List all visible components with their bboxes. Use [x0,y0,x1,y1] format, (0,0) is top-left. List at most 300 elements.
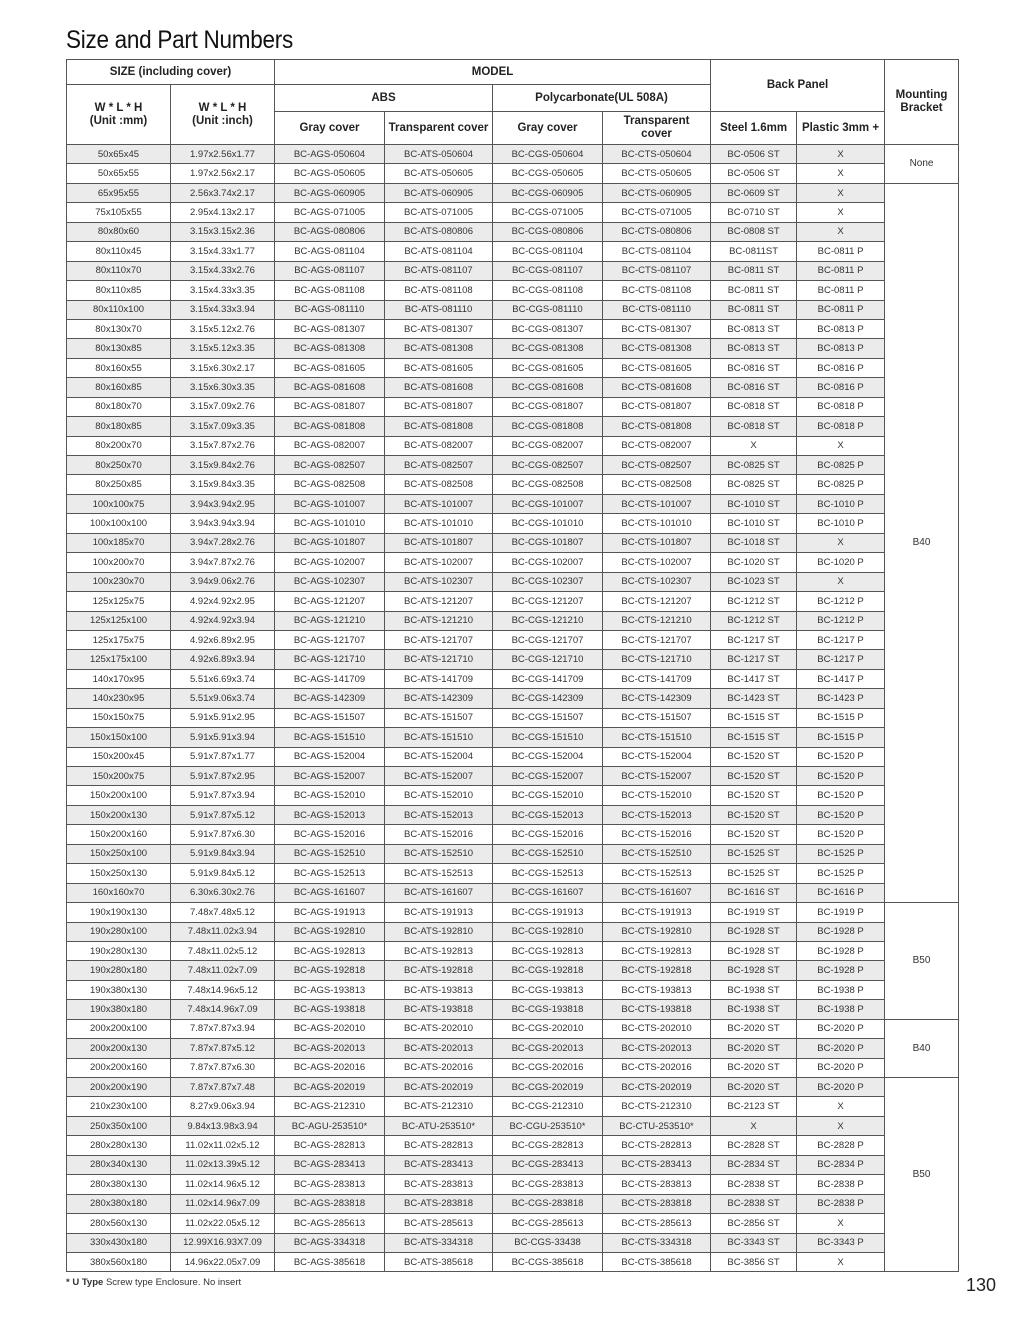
plastic-panel-cell: BC-1525 P [797,844,885,863]
size-inch-cell: 8.27x9.06x3.94 [171,1097,275,1116]
abs-transparent-cover-cell: BC-ATS-161607 [385,883,493,902]
steel-panel-cell: BC-1217 ST [711,650,797,669]
pc-gray-cover-cell: BC-CGS-283813 [493,1175,603,1194]
pc-transparent-cover-cell: BC-CTS-193818 [603,1000,711,1019]
size-inch-cell: 11.02x13.39x5.12 [171,1155,275,1174]
pc-gray-cover-cell: BC-CGS-081107 [493,261,603,280]
pc-gray-cover-header: Gray cover [493,112,603,145]
pc-transparent-cover-cell: BC-CTS-193813 [603,980,711,999]
abs-gray-cover-cell: BC-AGS-142309 [275,689,385,708]
abs-transparent-cover-cell: BC-ATS-050604 [385,145,493,164]
table-row [67,203,959,222]
pc-transparent-cover-cell: BC-CTS-082508 [603,475,711,494]
size-mm-cell: 80x180x70 [67,397,171,416]
size-mm-cell: 80x250x70 [67,456,171,475]
abs-transparent-cover-cell: BC-ATS-121707 [385,630,493,649]
abs-gray-cover-cell: BC-AGS-101010 [275,514,385,533]
pc-transparent-cover-cell: BC-CTS-082007 [603,436,711,455]
abs-transparent-cover-cell: BC-ATS-152013 [385,805,493,824]
size-inch-cell: 4.92x6.89x3.94 [171,650,275,669]
pc-gray-cover-cell: BC-CGS-071005 [493,203,603,222]
size-mm-cell: 280x560x130 [67,1214,171,1233]
pc-transparent-cover-cell: BC-CTS-152010 [603,786,711,805]
steel-panel-cell: BC-0506 ST [711,145,797,164]
plastic-panel-cell: BC-2838 P [797,1175,885,1194]
pc-transparent-cover-cell: BC-CTS-081807 [603,397,711,416]
abs-transparent-cover-cell: BC-ATS-285613 [385,1214,493,1233]
abs-gray-cover-cell: BC-AGS-102307 [275,572,385,591]
table-row [67,961,959,980]
steel-panel-cell: BC-1212 ST [711,611,797,630]
steel-panel-cell: BC-1928 ST [711,961,797,980]
abs-transparent-cover-cell: BC-ATS-101010 [385,514,493,533]
table-row [67,456,959,475]
table-body [67,145,959,1272]
plastic-panel-cell: X [797,203,885,222]
table-row [67,844,959,863]
table-row [67,1233,959,1252]
size-mm-cell: 80x110x85 [67,281,171,300]
steel-panel-cell: BC-0710 ST [711,203,797,222]
size-mm-cell: 280x380x130 [67,1175,171,1194]
size-inch-cell: 14.96x22.05x7.09 [171,1252,275,1271]
plastic-panel-cell: X [797,183,885,202]
mounting-bracket-cell: B40 [885,183,959,902]
steel-panel-cell: BC-1212 ST [711,592,797,611]
size-inch-cell: 7.87x7.87x3.94 [171,1019,275,1038]
size-mm-cell: 80x200x70 [67,436,171,455]
table-row [67,805,959,824]
table-row [67,728,959,747]
pc-transparent-cover-cell: BC-CTS-081605 [603,358,711,377]
abs-gray-cover-cell: BC-AGS-081110 [275,300,385,319]
size-inch-cell: 7.87x7.87x7.48 [171,1078,275,1097]
pc-transparent-cover-cell: BC-CTS-080806 [603,222,711,241]
steel-panel-cell: BC-2834 ST [711,1155,797,1174]
steel-panel-cell: BC-0808 ST [711,222,797,241]
polycarbonate-header: Polycarbonate(UL 508A) [493,85,711,112]
pc-transparent-cover-cell: BC-CTS-101007 [603,494,711,513]
table-row [67,1214,959,1233]
size-mm-cell: 190x280x180 [67,961,171,980]
size-inch-cell: 5.91x7.87x1.77 [171,747,275,766]
table-row [67,436,959,455]
abs-transparent-cover-cell: BC-ATS-152010 [385,786,493,805]
table-row [67,864,959,883]
abs-transparent-cover-cell: BC-ATS-152513 [385,864,493,883]
pc-gray-cover-cell: BC-CGS-33438 [493,1233,603,1252]
abs-gray-cover-cell: BC-AGS-082508 [275,475,385,494]
size-mm-cell: 80x80x60 [67,222,171,241]
plastic-header: Plastic 3mm + [797,112,885,145]
plastic-panel-cell: BC-0813 P [797,319,885,338]
abs-gray-cover-cell: BC-AGS-334318 [275,1233,385,1252]
inch-header: W * L * H (Unit :inch) [171,85,275,145]
pc-transparent-cover-cell: BC-CTU-253510* [603,1116,711,1135]
pc-transparent-cover-cell: BC-CTS-202013 [603,1039,711,1058]
plastic-panel-cell: BC-1525 P [797,864,885,883]
size-inch-cell: 3.94x9.06x2.76 [171,572,275,591]
steel-panel-cell: BC-1010 ST [711,494,797,513]
abs-transparent-cover-cell: BC-ATS-191913 [385,903,493,922]
abs-gray-cover-cell: BC-AGS-191913 [275,903,385,922]
part-number-table [66,59,959,1272]
plastic-panel-cell: X [797,1116,885,1135]
pc-transparent-cover-header: Transparent cover [603,112,711,145]
size-header: SIZE (including cover) [67,60,275,85]
table-row [67,164,959,183]
size-inch-cell: 3.15x4.33x1.77 [171,242,275,261]
table-row [67,319,959,338]
table-row [67,1078,959,1097]
size-mm-cell: 80x180x85 [67,417,171,436]
plastic-panel-cell: BC-1928 P [797,922,885,941]
table-row [67,494,959,513]
plastic-panel-cell: BC-3343 P [797,1233,885,1252]
table-row [67,786,959,805]
size-inch-cell: 5.91x5.91x3.94 [171,728,275,747]
pc-transparent-cover-cell: BC-CTS-192813 [603,941,711,960]
pc-transparent-cover-cell: BC-CTS-202019 [603,1078,711,1097]
abs-gray-cover-cell: BC-AGS-152513 [275,864,385,883]
steel-panel-cell: BC-1423 ST [711,689,797,708]
plastic-panel-cell: BC-2020 P [797,1039,885,1058]
steel-panel-cell: BC-0609 ST [711,183,797,202]
steel-panel-cell: BC-0818 ST [711,417,797,436]
abs-gray-cover-cell: BC-AGS-192818 [275,961,385,980]
size-mm-cell: 50x65x45 [67,145,171,164]
pc-transparent-cover-cell: BC-CTS-121210 [603,611,711,630]
abs-transparent-cover-cell: BC-ATS-152510 [385,844,493,863]
pc-gray-cover-cell: BC-CGS-121710 [493,650,603,669]
size-inch-cell: 7.48x11.02x3.94 [171,922,275,941]
size-inch-cell: 5.91x9.84x3.94 [171,844,275,863]
abs-transparent-cover-cell: BC-ATS-202019 [385,1078,493,1097]
abs-transparent-cover-cell: BC-ATS-212310 [385,1097,493,1116]
plastic-panel-cell: X [797,1097,885,1116]
pc-transparent-cover-cell: BC-CTS-060905 [603,183,711,202]
steel-panel-cell: BC-2838 ST [711,1194,797,1213]
size-mm-cell: 200x200x130 [67,1039,171,1058]
pc-transparent-cover-cell: BC-CTS-283413 [603,1155,711,1174]
pc-transparent-cover-cell: BC-CTS-151507 [603,708,711,727]
steel-panel-cell: BC-1515 ST [711,708,797,727]
plastic-panel-cell: BC-1010 P [797,494,885,513]
abs-gray-cover-cell: BC-AGS-152013 [275,805,385,824]
table-row [67,630,959,649]
plastic-panel-cell: BC-1423 P [797,689,885,708]
size-mm-cell: 125x175x100 [67,650,171,669]
footnote-text: Screw type Enclosure. No insert [103,1277,242,1288]
size-inch-cell: 3.15x9.84x2.76 [171,456,275,475]
size-inch-cell: 9.84x13.98x3.94 [171,1116,275,1135]
pc-transparent-cover-cell: BC-CTS-152013 [603,805,711,824]
size-mm-cell: 200x200x100 [67,1019,171,1038]
abs-gray-cover-cell: BC-AGS-060905 [275,183,385,202]
steel-panel-cell: BC-1938 ST [711,980,797,999]
pc-gray-cover-cell: BC-CGS-102307 [493,572,603,591]
size-mm-cell: 140x170x95 [67,669,171,688]
table-row [67,300,959,319]
pc-gray-cover-cell: BC-CGS-152013 [493,805,603,824]
table-row [67,922,959,941]
size-mm-cell: 150x200x45 [67,747,171,766]
table-row [67,378,959,397]
plastic-panel-cell: BC-1010 P [797,514,885,533]
table-row [67,281,959,300]
steel-panel-cell: BC-0813 ST [711,339,797,358]
abs-transparent-cover-cell: BC-ATS-121710 [385,650,493,669]
size-inch-cell: 5.91x5.91x2.95 [171,708,275,727]
size-inch-cell: 3.15x4.33x3.35 [171,281,275,300]
abs-gray-cover-cell: BC-AGS-081307 [275,319,385,338]
back-panel-header: Back Panel [711,60,885,112]
size-inch-cell: 5.51x9.06x3.74 [171,689,275,708]
plastic-panel-cell: X [797,572,885,591]
abs-gray-cover-cell: BC-AGS-071005 [275,203,385,222]
pc-gray-cover-cell: BC-CGS-101010 [493,514,603,533]
size-mm-cell: 150x200x160 [67,825,171,844]
size-inch-cell: 3.15x5.12x2.76 [171,319,275,338]
pc-transparent-cover-cell: BC-CTS-081608 [603,378,711,397]
pc-transparent-cover-cell: BC-CTS-081308 [603,339,711,358]
mounting-bracket-cell: B50 [885,1078,959,1272]
size-inch-cell: 5.91x7.87x6.30 [171,825,275,844]
plastic-panel-cell: BC-0811 P [797,300,885,319]
pc-transparent-cover-cell: BC-CTS-282813 [603,1136,711,1155]
steel-panel-cell: BC-1520 ST [711,747,797,766]
abs-transparent-cover-cell: BC-ATS-334318 [385,1233,493,1252]
pc-transparent-cover-cell: BC-CTS-081808 [603,417,711,436]
pc-gray-cover-cell: BC-CGS-060905 [493,183,603,202]
pc-gray-cover-cell: BC-CGS-081808 [493,417,603,436]
plastic-panel-cell: BC-1515 P [797,708,885,727]
table-row [67,747,959,766]
plastic-panel-cell: BC-0818 P [797,417,885,436]
abs-gray-cover-cell: BC-AGS-101007 [275,494,385,513]
pc-gray-cover-cell: BC-CGS-282813 [493,1136,603,1155]
pc-transparent-cover-cell: BC-CTS-385618 [603,1252,711,1271]
pc-transparent-cover-cell: BC-CTS-152510 [603,844,711,863]
pc-gray-cover-cell: BC-CGS-082507 [493,456,603,475]
steel-panel-cell: BC-2020 ST [711,1058,797,1077]
abs-gray-cover-cell: BC-AGS-202016 [275,1058,385,1077]
size-inch-cell: 7.48x14.96x5.12 [171,980,275,999]
abs-gray-cover-cell: BC-AGS-282813 [275,1136,385,1155]
abs-gray-cover-cell: BC-AGS-193818 [275,1000,385,1019]
pc-gray-cover-cell: BC-CGS-192810 [493,922,603,941]
pc-gray-cover-cell: BC-CGS-202010 [493,1019,603,1038]
abs-gray-cover-cell: BC-AGS-081108 [275,281,385,300]
abs-gray-cover-header: Gray cover [275,112,385,145]
pc-gray-cover-cell: BC-CGS-082007 [493,436,603,455]
steel-panel-cell: BC-1520 ST [711,786,797,805]
table-row [67,145,959,164]
size-inch-cell: 3.15x4.33x3.94 [171,300,275,319]
abs-transparent-cover-cell: BC-ATS-081807 [385,397,493,416]
table-row [67,689,959,708]
abs-gray-cover-cell: BC-AGS-152010 [275,786,385,805]
plastic-panel-cell: BC-2838 P [797,1194,885,1213]
plastic-panel-cell: BC-1520 P [797,805,885,824]
plastic-panel-cell: BC-1616 P [797,883,885,902]
table-row [67,1175,959,1194]
abs-transparent-cover-cell: BC-ATS-283813 [385,1175,493,1194]
abs-gray-cover-cell: BC-AGS-101807 [275,533,385,552]
size-mm-cell: 80x110x100 [67,300,171,319]
steel-panel-cell: BC-1417 ST [711,669,797,688]
pc-transparent-cover-cell: BC-CTS-101010 [603,514,711,533]
abs-gray-cover-cell: BC-AGS-081808 [275,417,385,436]
abs-gray-cover-cell: BC-AGS-152007 [275,767,385,786]
pc-gray-cover-cell: BC-CGS-050604 [493,145,603,164]
size-mm-cell: 280x280x130 [67,1136,171,1155]
size-inch-cell: 1.97x2.56x2.17 [171,164,275,183]
abs-transparent-cover-cell: BC-ATS-081307 [385,319,493,338]
abs-transparent-cover-cell: BC-ATS-101807 [385,533,493,552]
abs-gray-cover-cell: BC-AGS-081104 [275,242,385,261]
size-mm-cell: 190x380x180 [67,1000,171,1019]
pc-gray-cover-cell: BC-CGS-081104 [493,242,603,261]
plastic-panel-cell: BC-2828 P [797,1136,885,1155]
plastic-panel-cell: BC-2834 P [797,1155,885,1174]
plastic-panel-cell: BC-1520 P [797,825,885,844]
plastic-panel-cell: BC-1928 P [797,941,885,960]
abs-transparent-cover-cell: BC-ATS-081104 [385,242,493,261]
steel-header: Steel 1.6mm [711,112,797,145]
pc-transparent-cover-cell: BC-CTS-102307 [603,572,711,591]
table-row [67,592,959,611]
abs-transparent-cover-cell: BC-ATU-253510* [385,1116,493,1135]
steel-panel-cell: BC-1515 ST [711,728,797,747]
plastic-panel-cell: BC-1417 P [797,669,885,688]
size-inch-cell: 3.15x6.30x2.17 [171,358,275,377]
abs-gray-cover-cell: BC-AGS-212310 [275,1097,385,1116]
steel-panel-cell: BC-1938 ST [711,1000,797,1019]
size-mm-cell: 150x200x75 [67,767,171,786]
pc-gray-cover-cell: BC-CGS-101007 [493,494,603,513]
size-inch-cell: 3.15x7.87x2.76 [171,436,275,455]
abs-gray-cover-cell: BC-AGS-081605 [275,358,385,377]
steel-panel-cell: BC-1525 ST [711,844,797,863]
steel-panel-cell: BC-1217 ST [711,630,797,649]
pc-gray-cover-cell: BC-CGS-101807 [493,533,603,552]
size-mm-cell: 100x100x100 [67,514,171,533]
pc-gray-cover-cell: BC-CGS-121207 [493,592,603,611]
size-mm-cell: 50x65x55 [67,164,171,183]
pc-transparent-cover-cell: BC-CTS-101807 [603,533,711,552]
pc-gray-cover-cell: BC-CGS-082508 [493,475,603,494]
abs-transparent-cover-cell: BC-ATS-081308 [385,339,493,358]
plastic-panel-cell: BC-1212 P [797,592,885,611]
abs-gray-cover-cell: BC-AGS-151507 [275,708,385,727]
size-mm-cell: 80x130x70 [67,319,171,338]
size-mm-cell: 125x125x75 [67,592,171,611]
pc-transparent-cover-cell: BC-CTS-121707 [603,630,711,649]
plastic-panel-cell: BC-1217 P [797,650,885,669]
pc-gray-cover-cell: BC-CGS-121210 [493,611,603,630]
plastic-panel-cell: X [797,1214,885,1233]
table-row [67,980,959,999]
pc-transparent-cover-cell: BC-CTS-152016 [603,825,711,844]
size-inch-cell: 3.94x3.94x2.95 [171,494,275,513]
pc-transparent-cover-cell: BC-CTS-283818 [603,1194,711,1213]
size-inch-cell: 4.92x4.92x3.94 [171,611,275,630]
pc-gray-cover-cell: BC-CGS-050605 [493,164,603,183]
abs-transparent-cover-cell: BC-ATS-202013 [385,1039,493,1058]
plastic-panel-cell: BC-1938 P [797,980,885,999]
abs-transparent-cover-cell: BC-ATS-283413 [385,1155,493,1174]
abs-gray-cover-cell: BC-AGS-202019 [275,1078,385,1097]
abs-transparent-cover-cell: BC-ATS-102007 [385,553,493,572]
pc-gray-cover-cell: BC-CGS-283818 [493,1194,603,1213]
table-row [67,1039,959,1058]
pc-gray-cover-cell: BC-CGS-081605 [493,358,603,377]
table-row [67,1019,959,1038]
size-inch-cell: 5.91x7.87x2.95 [171,767,275,786]
plastic-panel-cell: BC-1217 P [797,630,885,649]
abs-transparent-cover-cell: BC-ATS-193813 [385,980,493,999]
pc-gray-cover-cell: BC-CGS-081308 [493,339,603,358]
abs-transparent-cover-cell: BC-ATS-121210 [385,611,493,630]
steel-panel-cell: X [711,436,797,455]
pc-gray-cover-cell: BC-CGS-081108 [493,281,603,300]
pc-gray-cover-cell: BC-CGS-202013 [493,1039,603,1058]
table-row [67,1252,959,1271]
steel-panel-cell: BC-0811ST [711,242,797,261]
abs-gray-cover-cell: BC-AGS-283413 [275,1155,385,1174]
abs-transparent-cover-cell: BC-ATS-385618 [385,1252,493,1271]
abs-gray-cover-cell: BC-AGS-121707 [275,630,385,649]
size-mm-cell: 380x560x180 [67,1252,171,1271]
steel-panel-cell: BC-1020 ST [711,553,797,572]
size-mm-cell: 100x200x70 [67,553,171,572]
size-mm-cell: 150x250x130 [67,864,171,883]
size-inch-cell: 12.99X16.93X7.09 [171,1233,275,1252]
plastic-panel-cell: BC-0818 P [797,397,885,416]
table-row [67,475,959,494]
pc-transparent-cover-cell: BC-CTS-285613 [603,1214,711,1233]
table-row [67,1155,959,1174]
size-inch-cell: 3.94x3.94x3.94 [171,514,275,533]
size-inch-cell: 3.15x5.12x3.35 [171,339,275,358]
size-inch-cell: 3.15x7.09x2.76 [171,397,275,416]
abs-gray-cover-cell: BC-AGS-151510 [275,728,385,747]
mounting-bracket-cell: None [885,145,959,184]
abs-transparent-cover-cell: BC-ATS-050605 [385,164,493,183]
steel-panel-cell: BC-0825 ST [711,475,797,494]
table-row [67,767,959,786]
pc-transparent-cover-cell: BC-CTS-161607 [603,883,711,902]
pc-gray-cover-cell: BC-CGS-193818 [493,1000,603,1019]
table-row [67,339,959,358]
abs-gray-cover-cell: BC-AGS-082007 [275,436,385,455]
size-inch-cell: 7.48x14.96x7.09 [171,1000,275,1019]
pc-transparent-cover-cell: BC-CTS-071005 [603,203,711,222]
size-inch-cell: 11.02x14.96x5.12 [171,1175,275,1194]
table-row [67,417,959,436]
footnote-marker: * U Type [66,1277,104,1288]
size-inch-cell: 5.91x7.87x3.94 [171,786,275,805]
table-row [67,183,959,202]
pc-transparent-cover-cell: BC-CTS-050604 [603,145,711,164]
abs-transparent-cover-cell: BC-ATS-080806 [385,222,493,241]
size-inch-cell: 3.94x7.28x2.76 [171,533,275,552]
pc-transparent-cover-cell: BC-CTS-152004 [603,747,711,766]
pc-transparent-cover-cell: BC-CTS-142309 [603,689,711,708]
size-mm-cell: 65x95x55 [67,183,171,202]
steel-panel-cell: BC-0816 ST [711,358,797,377]
